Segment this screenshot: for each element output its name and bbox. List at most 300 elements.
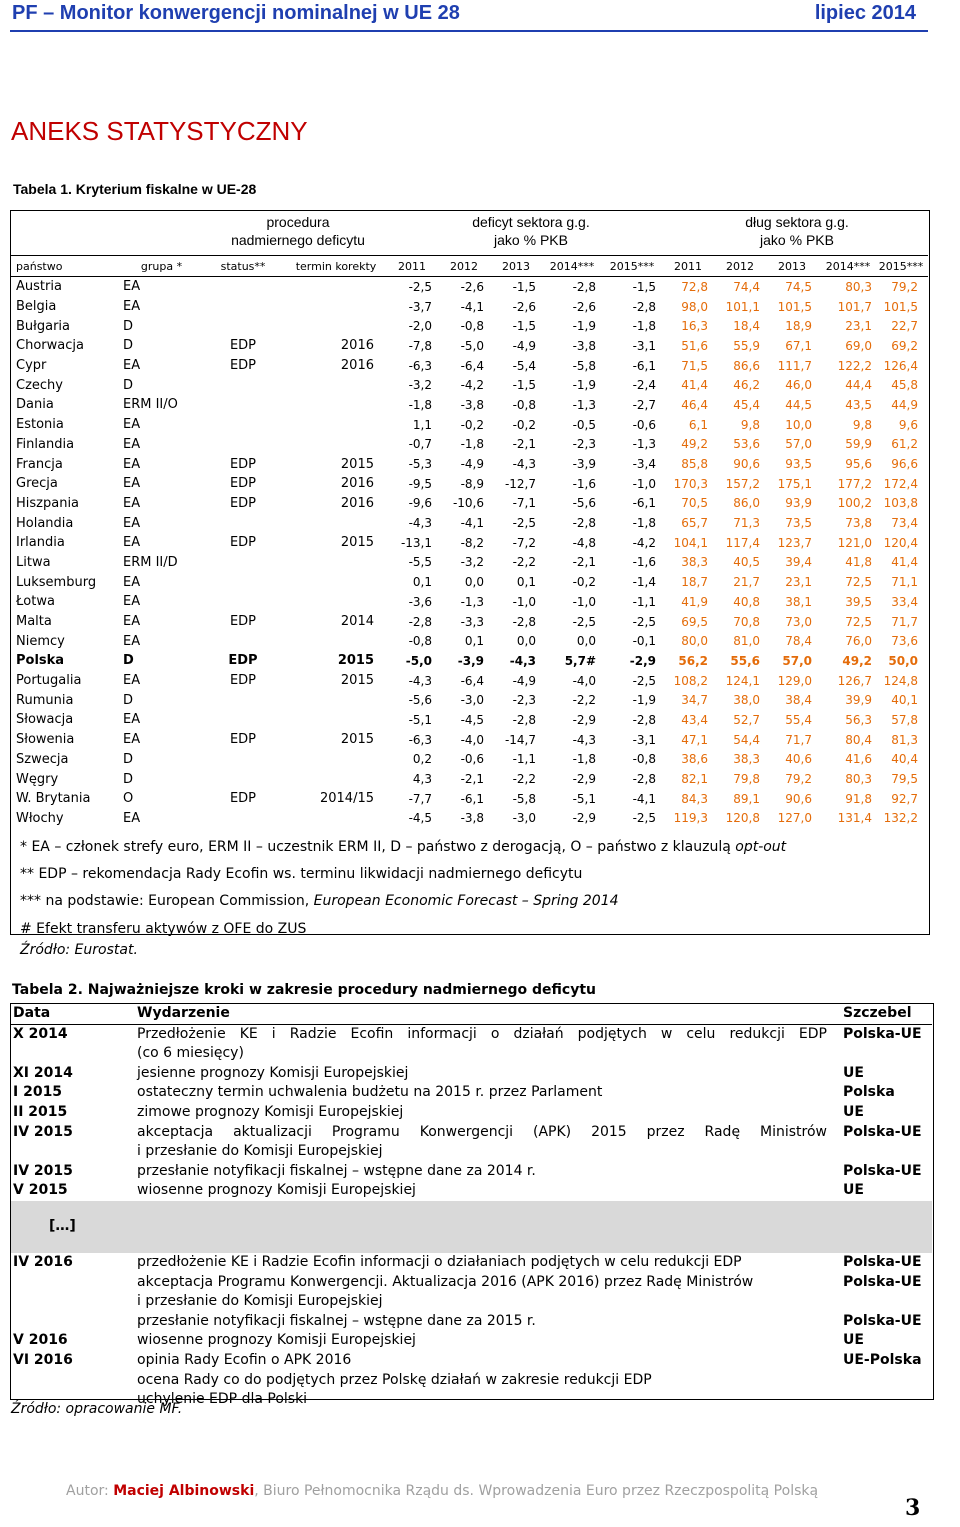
country-cell: Grecja [16,476,58,492]
value-cell: 1,1 [412,417,432,432]
value-cell: -1,8 [572,752,596,767]
value-cell: 45,8 [891,378,918,393]
country-cell: Łotwa [16,594,55,610]
column-header: grupa * [140,259,183,273]
status-cell: D [123,751,134,767]
date-cell: IV 2015 [13,1162,73,1179]
value-cell: 76,0 [845,634,872,649]
status-cell: EA [123,673,141,689]
value-cell: 0,1 [516,575,536,590]
country-cell: Słowacja [16,712,74,728]
table-row [11,1331,932,1351]
value-cell: 79,2 [785,772,812,787]
status-cell: ERM II/D [123,554,178,570]
value-cell: -1,0 [632,476,656,491]
country-cell: Malta [16,614,52,630]
value-cell: -2,5 [572,614,596,629]
value-cell: 23,1 [785,575,812,590]
value-cell: 5,7# [564,653,596,668]
value-cell: 89,1 [733,791,760,806]
event-cell [137,1064,843,1084]
value-cell: 44,4 [845,378,872,393]
value-cell: -4,3 [512,457,536,472]
value-cell: -2,2 [512,772,536,787]
value-cell: -0,6 [460,752,484,767]
edp-steps-table [11,1004,932,1410]
country-cell: Chorwacja [16,338,84,354]
status-cell: D [123,771,134,787]
table-row [16,789,924,809]
status-cell [200,415,286,435]
table1-title: Tabela 1. Kryterium fiskalne w UE-28 [13,181,257,197]
value-cell: 40,1 [891,693,918,708]
status-cell [286,395,386,415]
value-cell: 61,2 [891,437,918,452]
value-cell: -0,2 [512,417,536,432]
value-cell: 38,6 [681,752,708,767]
status-cell [200,710,286,730]
date-cell: I 2015 [13,1084,63,1101]
value-cell: -2,9 [572,712,596,727]
status-cell: EDP [229,358,257,374]
value-cell: 41,4 [681,378,708,393]
value-cell: -5,3 [408,457,432,472]
date-cell: VI 2016 [13,1351,73,1368]
value-cell: 132,2 [883,811,918,826]
value-cell: 92,7 [891,791,918,806]
status-cell [200,690,286,710]
event-line: i przesłanie do Komisji Europejskiej [137,1293,383,1310]
status-cell [286,553,386,573]
value-cell: 69,0 [845,338,872,353]
event-line: wiosenne prognozy Komisji Europejskiej [137,1182,416,1199]
value-cell: 72,5 [845,614,872,629]
value-cell: -4,1 [460,299,484,314]
value-cell: 127,0 [777,811,812,826]
author-name: Maciej Albinowski [113,1483,255,1499]
table-row [16,612,924,632]
value-cell: 95,6 [845,457,872,472]
value-cell: -2,8 [408,614,432,629]
value-cell: -1,0 [512,594,536,609]
header-rule [10,30,928,32]
value-cell: 90,6 [785,791,812,806]
status-cell: EDP [229,476,257,492]
value-cell: -2,9 [572,811,596,826]
value-cell: 80,0 [681,634,708,649]
status-cell [286,297,386,317]
status-cell: EA [123,299,141,315]
value-cell: 45,4 [733,397,760,412]
status-cell: 2015 [340,456,374,472]
table-row [16,513,924,533]
level-cell [843,1024,932,1064]
value-cell: 79,2 [891,279,918,294]
date-cell: IV 2016 [13,1253,73,1270]
value-cell: 73,0 [785,614,812,629]
value-cell: 73,6 [891,634,918,649]
status-cell [286,375,386,395]
country-cell: Dania [16,397,54,413]
value-cell: -2,8 [632,299,656,314]
status-cell: D [123,692,134,708]
value-cell: 0,0 [464,575,484,590]
value-cell: -5,6 [408,693,432,708]
level-cell [843,1253,932,1331]
event-line: opinia Rady Ecofin o APK 2016 [137,1351,352,1368]
value-cell: -4,1 [460,516,484,531]
value-cell: -1,5 [512,319,536,334]
country-cell: Litwa [16,554,51,570]
value-cell: -1,5 [632,279,656,294]
level-cell [843,1201,932,1253]
country-cell: Słowenia [16,732,75,748]
value-cell: -6,1 [632,358,656,373]
value-cell: 72,5 [845,575,872,590]
country-cell: Luksemburg [16,574,97,590]
status-cell: EA [123,515,141,531]
status-cell [200,809,286,829]
level-cell [843,1103,932,1123]
value-cell: -2,6 [572,299,596,314]
level-line: Polska-UE [843,1162,922,1179]
country-cell: Bułgaria [16,318,70,334]
status-cell [286,592,386,612]
value-cell: 55,6 [730,653,760,668]
column-header: 2014*** [549,259,595,273]
status-cell: EDP [229,614,257,630]
value-cell: -3,2 [408,378,432,393]
value-cell: 100,2 [837,496,872,511]
event-line: ocena Rady co do podjętych przez Polskę działań w zakresie redukcji EDP [137,1371,652,1388]
value-cell: 21,7 [733,575,760,590]
date-cell: IV 2015 [13,1123,73,1140]
country-cell: Francja [16,456,63,472]
event-line: (co 6 miesięcy) [137,1045,244,1062]
value-cell: -2,8 [572,279,596,294]
value-cell: 41,8 [845,555,872,570]
value-cell: -7,1 [512,496,536,511]
value-cell: -2,8 [512,614,536,629]
value-cell: -2,3 [512,693,536,708]
value-cell: -6,3 [408,358,432,373]
value-cell: 129,0 [777,673,812,688]
column-header: 2015*** [878,259,924,273]
table-row [16,769,924,789]
value-cell: -4,5 [460,712,484,727]
status-cell [286,631,386,651]
value-cell: 117,4 [725,535,760,550]
value-cell: 131,4 [837,811,872,826]
table-row [11,1162,932,1182]
table-row [16,435,924,455]
value-cell: 18,4 [733,319,760,334]
value-cell: -1,8 [460,437,484,452]
status-cell: EA [123,358,141,374]
value-cell: -6,4 [460,673,484,688]
value-cell: -5,4 [512,358,536,373]
value-cell: -2,5 [632,811,656,826]
value-cell: -4,0 [460,732,484,747]
section-title: ANEKS STATYSTYCZNY [11,116,308,146]
table-row [16,395,924,415]
event-line: przesłanie notyfikacji fiskalnej – wstępne dane za 2015 r. [137,1312,536,1329]
status-cell: EA [123,436,141,452]
column-header: status** [220,259,266,273]
status-cell: 2016 [340,338,374,354]
value-cell: 96,6 [891,457,918,472]
level-cell [843,1181,932,1201]
value-cell: -2,8 [512,712,536,727]
value-cell: -9,5 [408,476,432,491]
value-cell: -1,6 [632,555,656,570]
status-cell: EA [123,732,141,748]
country-cell: Szwecja [16,751,69,767]
table2-header-row [11,1004,932,1024]
status-cell [200,553,286,573]
table2-source: Źródło: opracowanie MF. [11,1401,183,1417]
table-row [16,454,924,474]
value-cell: -3,4 [632,457,656,472]
value-cell: 71,3 [733,516,760,531]
status-cell: O [123,791,134,807]
value-cell: 0,0 [576,634,596,649]
table-row [11,1201,932,1253]
column-header: 2013 [502,259,530,273]
value-cell: 108,2 [673,673,708,688]
status-cell [200,297,286,317]
level-line [843,1292,932,1312]
value-cell: -1,4 [632,575,656,590]
table-row [16,572,924,592]
value-cell: 44,5 [785,397,812,412]
value-cell: 43,4 [681,712,708,727]
value-cell: -2,8 [572,516,596,531]
status-cell [286,572,386,592]
value-cell: 41,4 [891,555,918,570]
value-cell: 120,4 [883,535,918,550]
value-cell: -4,2 [632,535,656,550]
value-cell: 53,6 [733,437,760,452]
status-cell: 2015 [340,535,374,551]
value-cell: 74,4 [733,279,760,294]
status-cell: EA [123,456,141,472]
value-cell: 6,1 [688,417,708,432]
status-cell [286,513,386,533]
value-cell: -0,8 [512,397,536,412]
event-line: i przesłanie do Komisji Europejskiej [137,1143,383,1160]
level-cell [843,1351,932,1410]
status-cell [286,316,386,336]
value-cell: 79,5 [891,772,918,787]
table-row [16,671,924,691]
value-cell: -2,7 [632,397,656,412]
table-row [16,316,924,336]
value-cell: -2,1 [512,437,536,452]
value-cell: -1,5 [512,378,536,393]
value-cell: 47,1 [681,732,708,747]
status-cell: 2015 [337,653,374,669]
value-cell: 101,1 [725,299,760,314]
value-cell: -4,5 [408,811,432,826]
event-line: akceptacja Programu Konwergencji. Aktualizacja 2016 (APK 2016) przez Radę Ministrów [137,1273,754,1290]
value-cell: 93,5 [785,457,812,472]
value-cell: 55,9 [733,338,760,353]
value-cell: 81,3 [891,732,918,747]
status-cell: 2015 [340,673,374,689]
value-cell: 34,7 [681,693,708,708]
value-cell: -5,8 [512,791,536,806]
event-cell [137,1181,843,1201]
country-cell: Hiszpania [16,495,80,511]
status-cell: EA [123,614,141,630]
value-cell: -2,5 [512,516,536,531]
note-edp: ** EDP – rekomendacja Rady Ecofin ws. terminu likwidacji nadmiernego deficytu [20,866,583,882]
value-cell: -4,9 [460,457,484,472]
status-cell [286,809,386,829]
table-row [16,553,924,573]
event-cell [137,1331,843,1351]
value-cell: -0,8 [408,634,432,649]
value-cell: 0,1 [412,575,432,590]
value-cell: -3,8 [460,397,484,412]
value-cell: 70,8 [733,614,760,629]
status-cell [200,631,286,651]
value-cell: 39,5 [845,594,872,609]
note-forecast-source: *** na podstawie: European Commission, European Economic Forecast – Spring 2014 [20,893,619,909]
value-cell: 9,8 [852,417,872,432]
level-line: UE [843,1064,864,1081]
country-cell: Czechy [16,377,63,393]
note-ofe: # Efekt transferu aktywów z OFE do ZUS [20,921,307,937]
country-cell: Polska [16,653,65,669]
value-cell: 50,0 [888,653,918,668]
level-cell [843,1064,932,1084]
status-cell [200,277,286,297]
group-header-dlug: dług sektora g.g. jako % PKB [745,214,849,248]
event-line: jesienne prognozy Komisji Europejskiej [137,1064,409,1081]
table-row [16,690,924,710]
table2-title: Tabela 2. Najważniejsze kroki w zakresie procedury nadmiernego deficytu [12,982,597,998]
value-cell: 54,4 [733,732,760,747]
country-cell: Rumunia [16,692,74,708]
value-cell: -5,1 [572,791,596,806]
value-cell: -1,5 [512,279,536,294]
value-cell: 69,5 [681,614,708,629]
value-cell: -4,3 [572,732,596,747]
value-cell: 65,7 [681,516,708,531]
value-cell: 10,0 [785,417,812,432]
value-cell: 126,7 [837,673,872,688]
column-header: 2015*** [609,259,655,273]
value-cell: -1,3 [460,594,484,609]
status-cell: 2016 [340,476,374,492]
value-cell: -4,0 [572,673,596,688]
value-cell: 49,2 [842,653,872,668]
event-cell [137,1123,843,1162]
value-cell: 84,3 [681,791,708,806]
country-cell: Węgry [16,771,59,787]
status-cell: EDP [229,732,257,748]
status-cell [200,435,286,455]
value-cell: 51,6 [681,338,708,353]
table-row [16,474,924,494]
event-line: uchylenie EDP dla Polski [137,1391,308,1408]
note-group-legend: * EA – członek strefy euro, ERM II – uczestnik ERM II, D – państwo z derogacją, O – państwo z klauzulą opt-out [20,839,787,855]
status-cell: D [123,318,134,334]
value-cell: 80,3 [845,279,872,294]
value-cell: 175,1 [777,476,812,491]
status-cell: EDP [229,338,257,354]
value-cell: 101,7 [837,299,872,314]
column-header: Data [11,1004,137,1024]
value-cell: 4,3 [412,772,432,787]
value-cell: 81,0 [733,634,760,649]
value-cell: -3,3 [460,614,484,629]
level-cell [843,1123,932,1162]
level-line: UE [843,1103,864,1120]
table1-source: Źródło: Eurostat. [20,942,138,958]
value-cell: -4,9 [512,338,536,353]
status-cell [286,750,386,770]
date-cell: XI 2014 [13,1064,73,1081]
level-line: UE [843,1182,864,1199]
value-cell: -0,2 [572,575,596,590]
event-line: zimowe prognozy Komisji Europejskiej [137,1103,404,1120]
value-cell: -1,8 [632,516,656,531]
value-cell: -3,1 [632,338,656,353]
level-line: Polska-UE [843,1025,922,1042]
column-header: 2013 [778,259,806,273]
value-cell: -2,6 [512,299,536,314]
value-cell: 0,0 [516,634,536,649]
table-row [16,631,924,651]
value-cell: 80,4 [845,732,872,747]
value-cell: -4,8 [572,535,596,550]
page-number: 3 [905,1495,921,1521]
value-cell: 59,9 [845,437,872,452]
value-cell: 57,8 [891,712,918,727]
value-cell: -2,3 [572,437,596,452]
value-cell: 56,3 [845,712,872,727]
level-line: Polska-UE [843,1123,922,1140]
event-cell [137,1351,843,1410]
value-cell: 86,6 [733,358,760,373]
level-cell [843,1331,932,1351]
value-cell: -1,1 [632,594,656,609]
value-cell: 40,5 [733,555,760,570]
value-cell: -3,8 [572,338,596,353]
value-cell: -3,0 [512,811,536,826]
value-cell: 9,6 [898,417,918,432]
value-cell: 56,2 [678,653,708,668]
value-cell: -3,1 [632,732,656,747]
value-cell: -1,9 [572,378,596,393]
value-cell: -2,8 [632,712,656,727]
value-cell: -4,9 [512,673,536,688]
value-cell: -8,9 [460,476,484,491]
value-cell: 55,4 [785,712,812,727]
value-cell: 70,5 [681,496,708,511]
table-row [11,1024,932,1064]
value-cell: 123,7 [777,535,812,550]
value-cell: 104,1 [673,535,708,550]
value-cell: 71,7 [785,732,812,747]
status-cell: EDP [229,495,257,511]
status-cell: EA [123,535,141,551]
event-line: przesłanie notyfikacji fiskalnej – wstępne dane za 2014 r. [137,1162,536,1179]
event-cell [137,1201,843,1253]
